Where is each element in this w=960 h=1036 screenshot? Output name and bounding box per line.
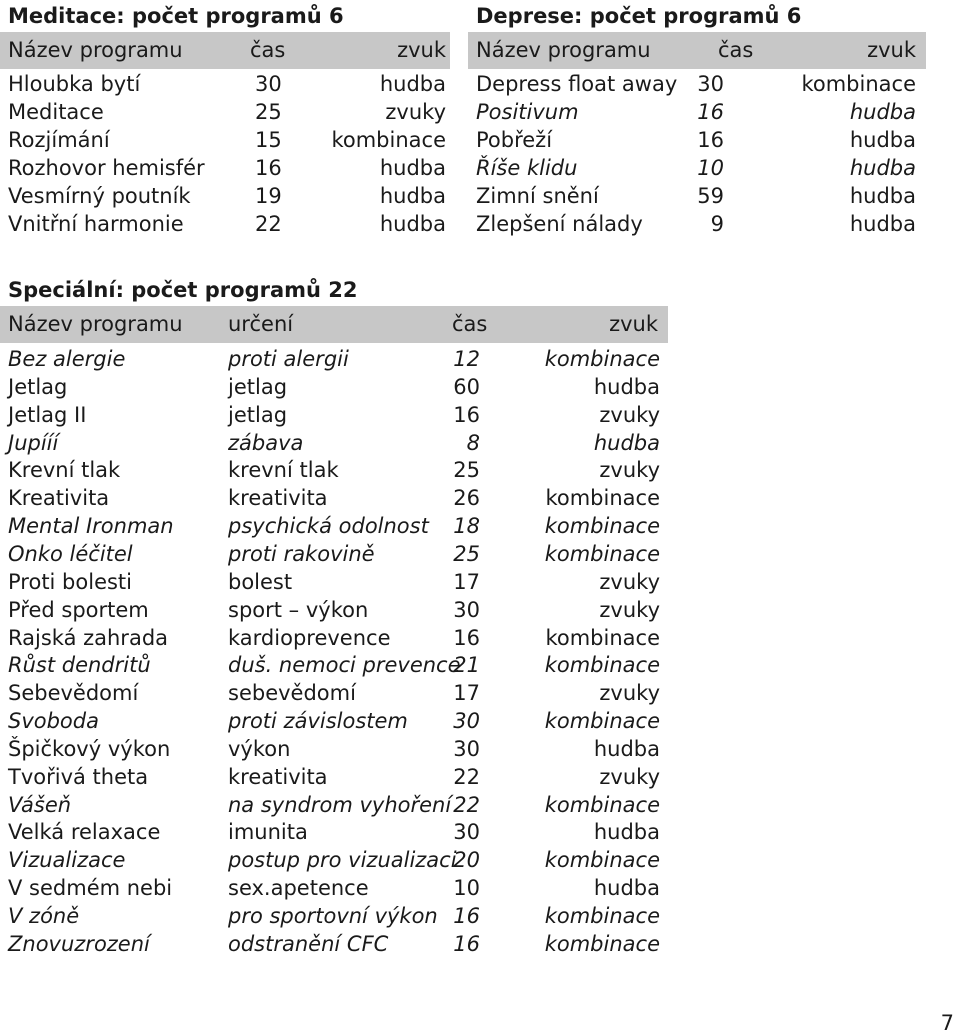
cell-name: Rozhovor hemisfér [8,156,205,180]
table-row [468,210,926,238]
cell-time: 30 [453,598,480,622]
cell-time: 16 [453,904,480,928]
cell-purpose: proti alergii [228,347,349,371]
cell-time: 18 [453,514,480,538]
cell-sound: kombinace [544,904,660,928]
table-row [0,624,668,652]
cell-purpose: krevní tlak [228,458,339,482]
cell-name: Vnitřní harmonie [8,212,184,236]
cell-name: Tvořivá theta [8,765,149,789]
cell-time: 16 [453,626,480,650]
cell-time: 16 [453,932,480,956]
specialni-header-row [0,306,668,343]
cell-sound: kombinace [544,653,660,677]
deprese-header-time: čas [718,38,754,62]
deprese-title: Deprese: počet programů 6 [476,4,802,28]
cell-purpose: psychická odolnost [228,514,429,538]
table-row [0,154,450,182]
table-row [0,540,668,568]
table-row [0,930,668,958]
table-row [0,98,450,126]
cell-name: Meditace [8,100,104,124]
cell-name: Pobřeží [476,128,553,152]
cell-name: Hloubka bytí [8,72,141,96]
cell-purpose: sex.apetence [228,876,369,900]
table-row [0,512,668,540]
cell-name: Jetlag [8,375,68,399]
cell-name: Depress float away [476,72,678,96]
cell-time: 15 [255,128,282,152]
cell-name: Positivum [476,100,579,124]
cell-time: 30 [453,709,480,733]
deprese-header-row [468,32,926,69]
deprese-header-sound: zvuk [867,38,916,62]
cell-name: Růst dendritů [8,653,151,677]
cell-name: Zimní snění [476,184,599,208]
cell-purpose: bolest [228,570,293,594]
cell-sound: hudba [593,876,660,900]
cell-purpose: odstranění CFC [228,932,389,956]
meditace-header-name: Název programu [8,38,183,62]
table-row [468,182,926,210]
cell-time: 60 [453,375,480,399]
cell-sound: kombinace [544,514,660,538]
cell-name: Vesmírný poutník [8,184,191,208]
table-row [468,98,926,126]
cell-time: 22 [453,765,480,789]
cell-sound: hudba [379,156,446,180]
cell-sound: hudba [849,184,916,208]
cell-purpose: zábava [228,431,304,455]
page-number: 7 [940,1011,954,1035]
cell-time: 17 [453,570,480,594]
cell-time: 25 [453,542,480,566]
cell-name: Špičkový výkon [8,737,171,761]
cell-time: 30 [453,737,480,761]
table-row [0,902,668,930]
specialni-header-purpose: určení [228,312,294,336]
cell-name: Svoboda [8,709,99,733]
specialni-title: Speciální: počet programů 22 [8,278,358,302]
cell-sound: kombinace [545,486,660,510]
cell-sound: hudba [379,212,446,236]
cell-name: Znovuzrození [8,932,150,956]
cell-name: Mental Ironman [8,514,174,538]
cell-sound: hudba [849,100,916,124]
table-row [468,154,926,182]
cell-name: Jupííí [8,431,59,455]
cell-time: 30 [453,820,480,844]
cell-purpose: imunita [228,820,308,844]
cell-sound: hudba [593,820,660,844]
cell-purpose: výkon [228,737,291,761]
cell-sound: zvuky [599,403,660,427]
specialni-header-sound: zvuk [609,312,658,336]
cell-time: 21 [453,653,480,677]
cell-purpose: jetlag [228,403,288,427]
cell-sound: hudba [379,72,446,96]
table-row [0,818,668,846]
cell-name: V zóně [8,904,80,928]
cell-sound: hudba [593,431,660,455]
cell-name: Zlepšení nálady [476,212,643,236]
cell-sound: kombinace [801,72,916,96]
cell-time: 17 [453,681,480,705]
table-row [0,651,668,679]
cell-time: 16 [697,128,724,152]
cell-sound: kombinace [544,347,660,371]
table-row [0,345,668,373]
cell-time: 16 [453,403,480,427]
cell-name: Rozjímání [8,128,110,152]
cell-purpose: postup pro vizualizaci [228,848,457,872]
cell-name: Krevní tlak [8,458,121,482]
cell-sound: kombinace [544,932,660,956]
cell-name: Vášeň [8,793,72,817]
cell-sound: hudba [593,375,660,399]
cell-purpose: kreativita [228,486,328,510]
cell-time: 10 [697,156,724,180]
cell-time: 8 [466,431,480,455]
cell-time: 22 [255,212,282,236]
table-row [0,429,668,457]
cell-time: 25 [255,100,282,124]
cell-sound: hudba [849,156,916,180]
cell-sound: zvuky [599,598,660,622]
cell-sound: zvuky [599,681,660,705]
cell-name: Velká relaxace [8,820,161,844]
cell-name: Proti bolesti [8,570,133,594]
table-row [468,126,926,154]
cell-sound: zvuky [385,100,446,124]
table-row [0,401,668,429]
cell-sound: hudba [379,184,446,208]
meditace-header-row [0,32,450,69]
cell-purpose: proti závislostem [228,709,408,733]
cell-name: Rajská zahrada [8,626,169,650]
table-row [0,707,668,735]
cell-purpose: na syndrom vyhoření [228,793,452,817]
cell-sound: kombinace [331,128,446,152]
cell-sound: kombinace [544,709,660,733]
cell-name: Říše klidu [476,156,578,180]
table-row [0,210,450,238]
cell-name: Sebevědomí [8,681,139,705]
cell-time: 22 [453,793,480,817]
table-row [0,763,668,791]
cell-time: 25 [453,458,480,482]
cell-time: 59 [697,184,724,208]
cell-sound: kombinace [544,793,660,817]
table-row [0,70,450,98]
cell-name: Před sportem [8,598,149,622]
cell-time: 16 [697,100,724,124]
table-row [0,373,668,401]
cell-name: Onko léčitel [8,542,133,566]
cell-time: 12 [453,347,480,371]
cell-purpose: jetlag [228,375,288,399]
cell-purpose: kreativita [228,765,328,789]
cell-name: Bez alergie [8,347,126,371]
cell-name: Jetlag II [8,403,87,427]
cell-purpose: sport – výkon [228,598,369,622]
table-row [0,568,668,596]
cell-time: 20 [453,848,480,872]
cell-sound: hudba [849,128,916,152]
meditace-title: Meditace: počet programů 6 [8,4,344,28]
cell-sound: kombinace [544,542,660,566]
meditace-header-sound: zvuk [397,38,446,62]
cell-purpose: pro sportovní výkon [228,904,438,928]
meditace-header-time: čas [250,38,286,62]
cell-sound: zvuky [599,458,660,482]
table-row [0,735,668,763]
table-row [0,126,450,154]
cell-time: 30 [697,72,724,96]
cell-name: Kreativita [8,486,110,510]
cell-purpose: duš. nemoci prevence [228,653,461,677]
cell-sound: kombinace [545,626,660,650]
table-row [0,456,668,484]
table-row [0,791,668,819]
table-row [0,679,668,707]
specialni-header-time: čas [452,312,488,336]
cell-time: 26 [453,486,480,510]
cell-time: 16 [255,156,282,180]
cell-purpose: kardioprevence [228,626,391,650]
cell-name: Vizualizace [8,848,126,872]
cell-time: 10 [453,876,480,900]
table-row [0,874,668,902]
cell-purpose: proti rakovině [228,542,375,566]
table-row [0,182,450,210]
cell-sound: zvuky [599,765,660,789]
cell-sound: zvuky [599,570,660,594]
cell-time: 9 [710,212,724,236]
cell-name: V sedmém nebi [8,876,173,900]
table-row [0,596,668,624]
cell-purpose: sebevědomí [228,681,356,705]
table-row [0,846,668,874]
cell-sound: hudba [593,737,660,761]
cell-time: 30 [255,72,282,96]
cell-sound: kombinace [544,848,660,872]
cell-sound: hudba [849,212,916,236]
specialni-header-name: Název programu [8,312,183,336]
table-row [468,70,926,98]
deprese-header-name: Název programu [476,38,651,62]
table-row [0,484,668,512]
cell-time: 19 [255,184,282,208]
